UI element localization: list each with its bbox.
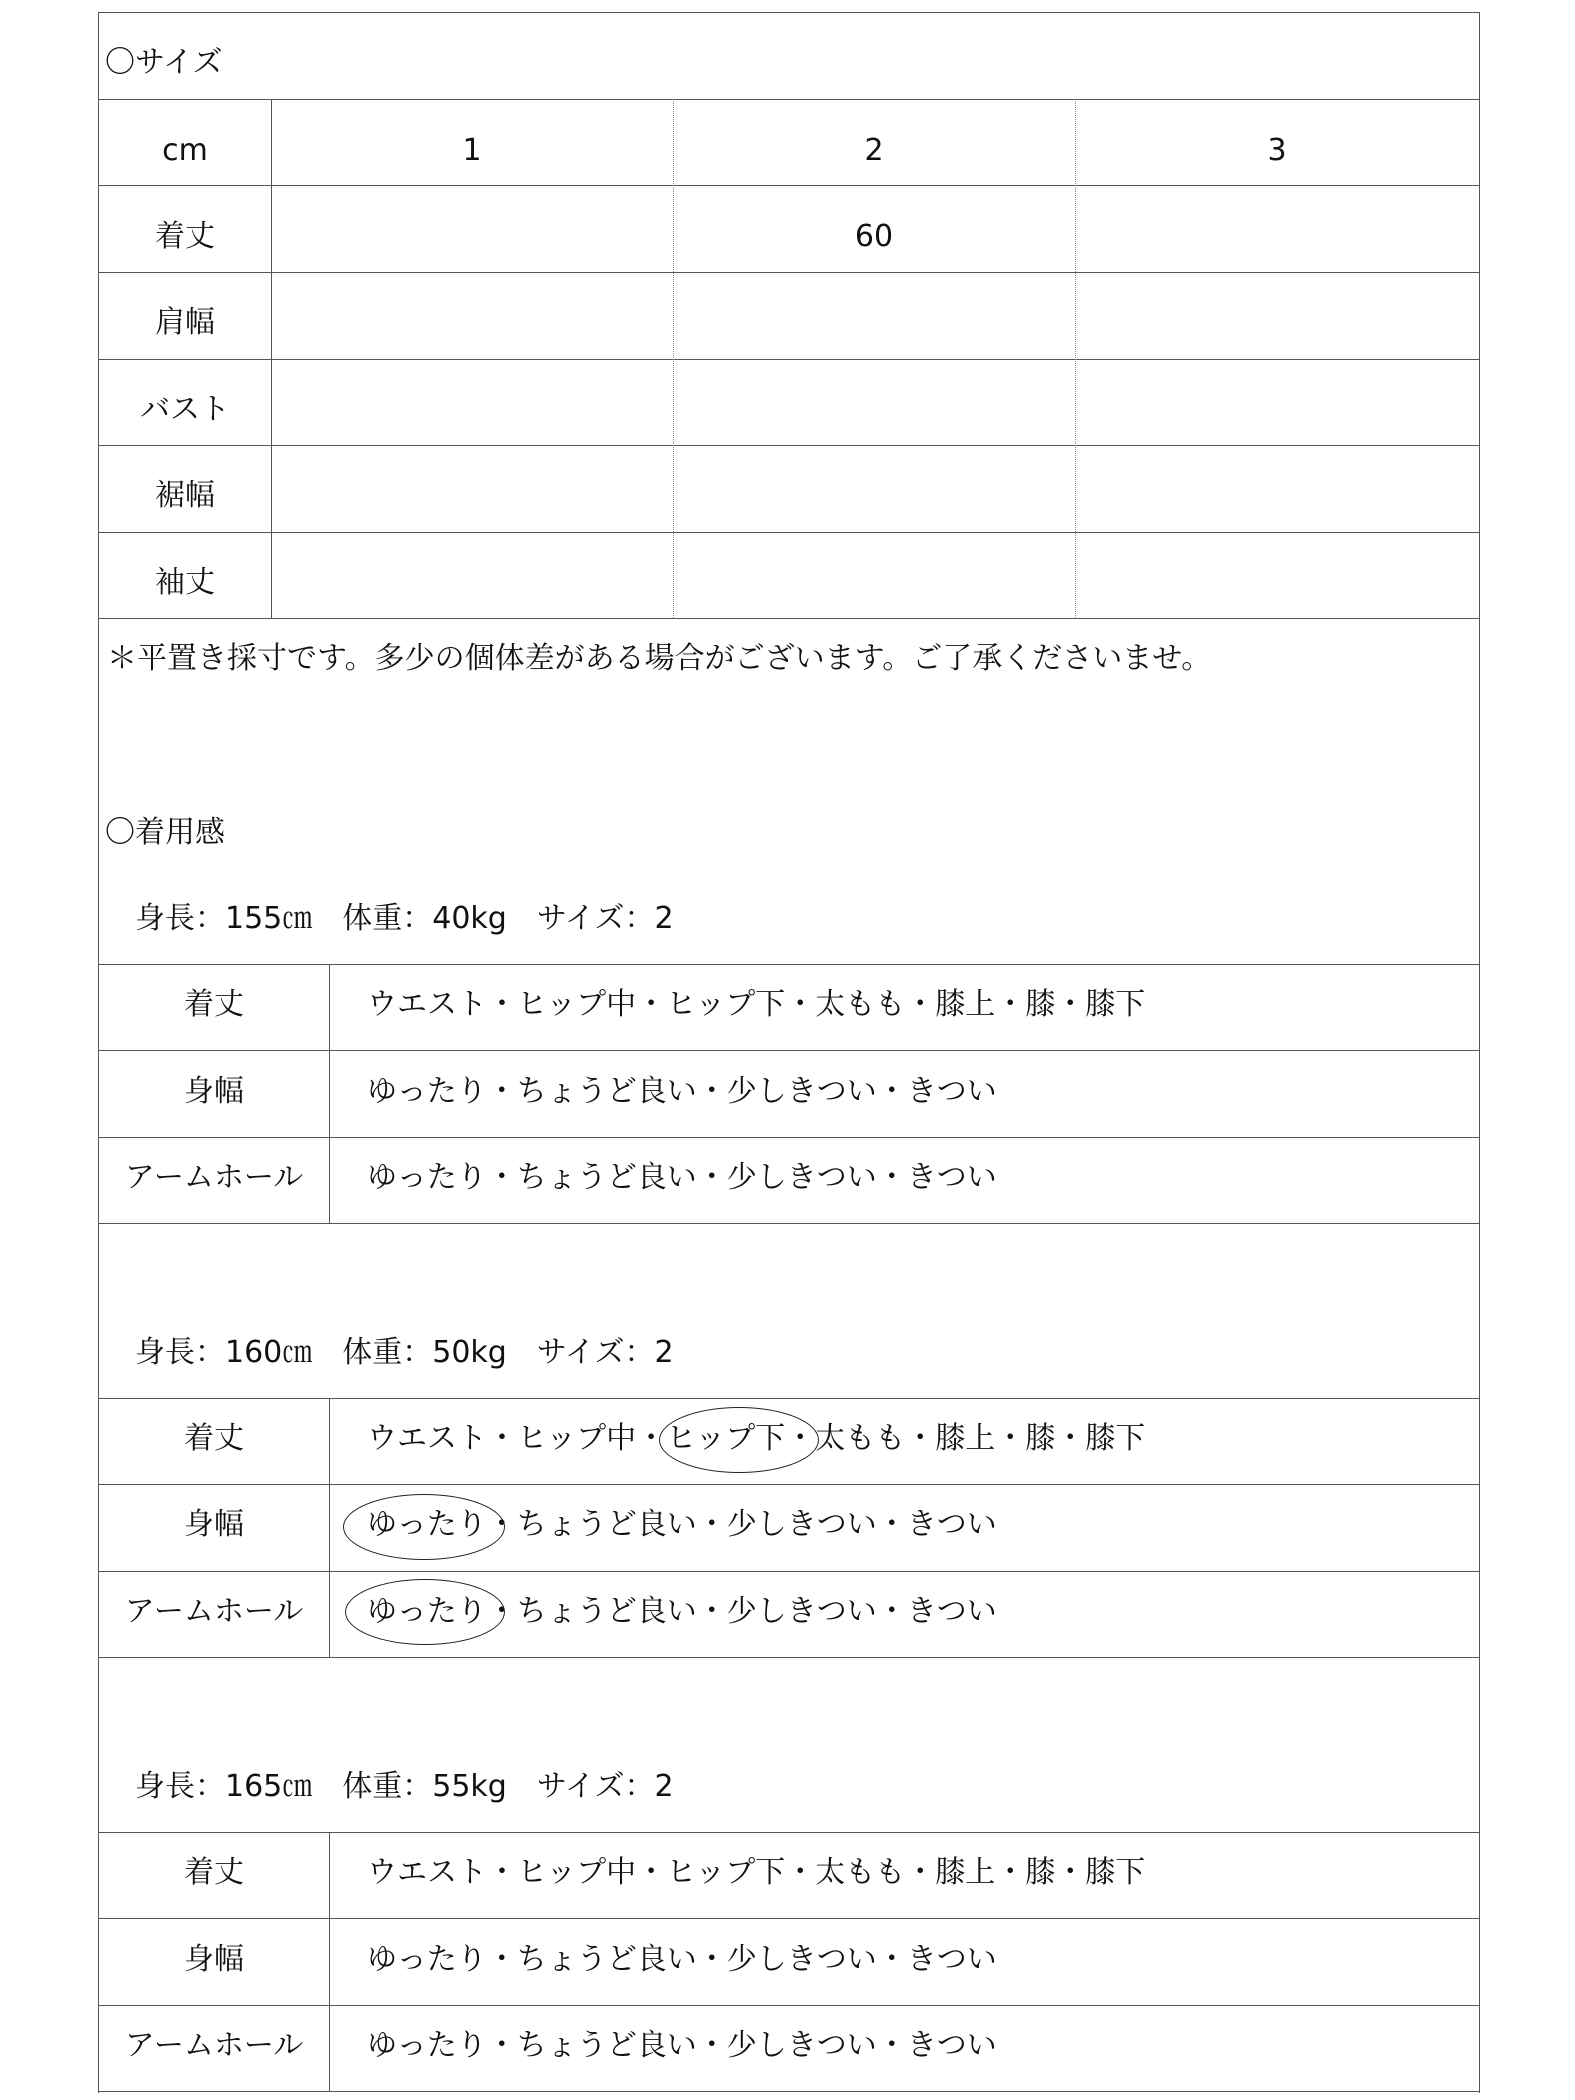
size-section-title: 〇サイズ: [105, 45, 223, 80]
fit-row-options: ゆったり・ちょうど良い・少しきつい・きつい: [367, 1074, 997, 1109]
fit-row-options: ゆったり・ちょうど良い・少しきつい・きつい: [367, 1594, 997, 1629]
fit-row-options: ウエスト・ヒップ中・ヒップ下・太もも・膝上・膝・膝下: [367, 1855, 1146, 1890]
divider: [99, 99, 1479, 100]
divider: [99, 2005, 1479, 2006]
column-divider: [271, 99, 272, 618]
size-header-1: 1: [462, 133, 482, 168]
column-divider: [329, 964, 330, 1223]
selected-option-circle: [343, 1494, 505, 1560]
fit-row-label: アームホール: [124, 1160, 304, 1195]
divider: [99, 272, 1479, 273]
size-row-label: バスト: [140, 392, 230, 427]
fit-row-options: ゆったり・ちょうど良い・少しきつい・きつい: [367, 1942, 997, 1977]
divider: [99, 359, 1479, 360]
size-fit-sheet: [98, 12, 1480, 2093]
divider: [99, 2091, 1479, 2092]
size-header-unit: cm: [162, 133, 208, 168]
divider: [99, 1398, 1479, 1399]
fit-row-label: 着丈: [184, 987, 244, 1022]
divider: [99, 618, 1479, 619]
model-profile: 身長：160㎝ 体重：50kg サイズ：2: [135, 1335, 674, 1370]
size-row-label: 肩幅: [155, 305, 215, 340]
divider: [99, 964, 1479, 965]
size-row-label: 裾幅: [155, 478, 215, 513]
fit-row-label: 着丈: [184, 1421, 244, 1456]
selected-option-circle: [345, 1579, 505, 1645]
fit-row-options: ウエスト・ヒップ中・ヒップ下・太もも・膝上・膝・膝下: [367, 1421, 1146, 1456]
model-profile: 身長：155㎝ 体重：40kg サイズ：2: [135, 901, 674, 936]
column-divider: [329, 1832, 330, 2091]
divider: [99, 185, 1479, 186]
fit-row-label: 身幅: [184, 1074, 244, 1109]
divider: [99, 1657, 1479, 1658]
size-row-label: 着丈: [155, 219, 215, 254]
size-note: ＊平置き採寸です。多少の個体差がある場合がございます。ご了承くださいませ。: [107, 641, 1212, 676]
divider: [99, 1223, 1479, 1224]
fit-row-label: 着丈: [184, 1855, 244, 1890]
column-divider: [329, 1398, 330, 1657]
divider: [99, 1137, 1479, 1138]
fit-row-label: アームホール: [124, 1594, 304, 1629]
model-profile: 身長：165㎝ 体重：55kg サイズ：2: [135, 1769, 674, 1804]
fit-row-options: ゆったり・ちょうど良い・少しきつい・きつい: [367, 1507, 997, 1542]
size-header-2: 2: [864, 133, 884, 168]
divider: [99, 1832, 1479, 1833]
divider: [99, 445, 1479, 446]
divider: [99, 1484, 1479, 1485]
fit-row-options: ゆったり・ちょうど良い・少しきつい・きつい: [367, 1160, 997, 1195]
size-header-3: 3: [1267, 133, 1287, 168]
column-divider: [1075, 99, 1076, 618]
fit-row-options: ゆったり・ちょうど良い・少しきつい・きつい: [367, 2028, 997, 2063]
fit-row-label: 身幅: [184, 1507, 244, 1542]
fit-row-options: ウエスト・ヒップ中・ヒップ下・太もも・膝上・膝・膝下: [367, 987, 1146, 1022]
divider: [99, 1918, 1479, 1919]
column-divider: [673, 99, 674, 618]
fit-row-label: 身幅: [184, 1942, 244, 1977]
selected-option-circle: [659, 1407, 819, 1473]
divider: [99, 532, 1479, 533]
size-row-label: 袖丈: [155, 565, 215, 600]
fit-row-label: アームホール: [124, 2028, 304, 2063]
divider: [99, 1571, 1479, 1572]
size-cell: 60: [854, 219, 894, 254]
fit-section-title: 〇着用感: [105, 815, 225, 850]
divider: [99, 1050, 1479, 1051]
